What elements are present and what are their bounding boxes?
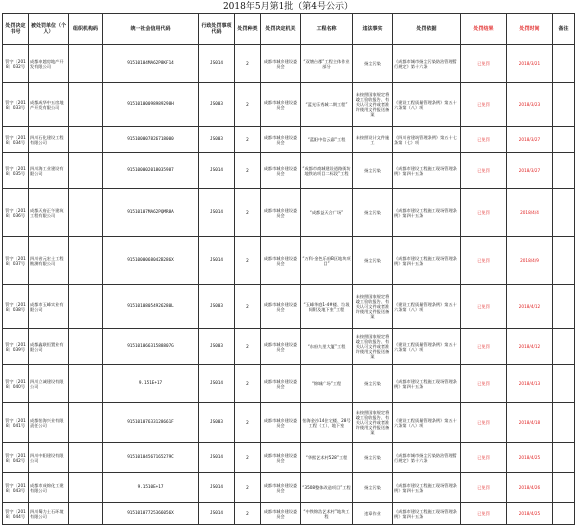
cell-note [553, 237, 575, 285]
table-row [3, 443, 575, 473]
cell-date: 2018/4/12 [507, 285, 553, 329]
cell-agency: 成都市城乡建设委员会 [261, 329, 301, 365]
cell-result: 已免罚 [461, 189, 507, 237]
cell-kind: 2 [235, 285, 261, 329]
cell-agency: 成都市城乡建设委员会 [261, 443, 301, 473]
cell-basis: 《成都市建设工程施工现场管理条例》第四十五条 [393, 365, 461, 403]
cell-credit-code: 91510100098989298H [103, 83, 199, 127]
cell-fact: 未按照国家规定将竣工验收报告、有关认可文件或者准许使用文件报送备案 [353, 83, 393, 127]
cell-date: 2018/3/23 [507, 83, 553, 127]
cell-result: 已免罚 [461, 473, 507, 503]
cell-kind: 2 [235, 45, 261, 83]
cell-decision-no: 罚字〔2018〕034号 [3, 127, 29, 153]
cell-credit-code: 915100002018035987 [103, 153, 199, 189]
cell-unit: 四川立诚建设有限公司 [29, 365, 69, 403]
cell-basis: 《成都市建设工程施工现场管理条例》第四十五条 [393, 189, 461, 237]
cell-org-code [69, 285, 103, 329]
cell-org-code [69, 237, 103, 285]
cell-agency: 成都市城乡建设委员会 [261, 189, 301, 237]
cell-result: 已免罚 [461, 365, 507, 403]
cell-kind: 2 [235, 237, 261, 285]
cell-credit-code: 91510107725366056X [103, 503, 199, 525]
cell-agency: 成都市城乡建设委员会 [261, 473, 301, 503]
cell-note [553, 403, 575, 443]
cell-fact: 扬尘污染 [353, 473, 393, 503]
cell-note [553, 503, 575, 525]
cell-basis: 《成都市建设工程施工现场管理条例》第四十五条 [393, 153, 461, 189]
cell-result: 已免罚 [461, 83, 507, 127]
header-project: 工程名称 [301, 14, 353, 45]
table-row [3, 153, 575, 189]
cell-fact: 扬尘污染 [353, 365, 393, 403]
cell-item-code: JS014 [199, 365, 235, 403]
cell-note [553, 473, 575, 503]
header-kind: 处罚种类 [235, 14, 261, 45]
cell-basis: 《建设工程质量管理条例》第五十六条第（八）项 [393, 83, 461, 127]
cell-kind: 2 [235, 503, 261, 525]
cell-kind: 2 [235, 127, 261, 153]
cell-item-code: JS014 [199, 473, 235, 503]
cell-result: 已免罚 [461, 329, 507, 365]
cell-agency: 成都市城乡建设委员会 [261, 127, 301, 153]
cell-date: 2018/4/25 [507, 443, 553, 473]
cell-date: 2018/4/18 [507, 403, 553, 443]
cell-note [553, 83, 575, 127]
header-org-code: 组织机构码 [69, 14, 103, 45]
cell-result: 已免罚 [461, 45, 507, 83]
table-body [3, 45, 575, 525]
cell-unit: 成都成华中五房地产开发有限公司 [29, 83, 69, 127]
cell-decision-no: 罚字〔2018〕042号 [3, 443, 29, 473]
cell-note [553, 365, 575, 403]
cell-org-code [69, 443, 103, 473]
cell-agency: 成都市城乡建设委员会 [261, 403, 301, 443]
cell-item-code: JS014 [199, 237, 235, 285]
cell-result: 已免罚 [461, 285, 507, 329]
cell-kind: 2 [235, 153, 261, 189]
table-row [3, 285, 575, 329]
cell-decision-no: 罚字〔2018〕035号 [3, 153, 29, 189]
cell-decision-no: 罚字〔2018〕038号 [3, 285, 29, 329]
cell-unit: 四川石化建设工程有限公司 [29, 127, 69, 153]
cell-decision-no: 罚字〔2018〕036号 [3, 189, 29, 237]
cell-agency: 成都市城乡建设委员会 [261, 45, 301, 83]
cell-date: 2018/4/26 [507, 473, 553, 503]
cell-unit: 四川省元宏土工程勘测有限公司 [29, 237, 69, 285]
cell-agency: 成都市城乡建设委员会 [261, 83, 301, 127]
cell-item-code: JS003 [199, 403, 235, 443]
header-agency: 处罚决定机关 [261, 14, 301, 45]
table-row [3, 473, 575, 503]
cell-basis: 《建设工程质量管理条例》第五十六条第（八）项 [393, 285, 461, 329]
cell-date: 2018/4/13 [507, 365, 553, 403]
table-row [3, 503, 575, 525]
cell-note [553, 127, 575, 153]
cell-agency: 成都市城乡建设委员会 [261, 503, 301, 525]
cell-item-code: JS003 [199, 127, 235, 153]
cell-unit: 成都鑫联恒置业有限公司 [29, 329, 69, 365]
cell-item-code: JS014 [199, 45, 235, 83]
cell-org-code [69, 365, 103, 403]
header-credit-code: 统一社会信用代码 [103, 14, 199, 45]
cell-result: 已免罚 [461, 237, 507, 285]
cell-kind: 2 [235, 83, 261, 127]
cell-unit: 四川蜀力土石环境有限公司 [29, 503, 69, 525]
cell-item-code: JS014 [199, 189, 235, 237]
cell-basis: 《成都市城市扬尘污染防治管理暂行规定》第十六条 [393, 443, 461, 473]
cell-kind: 2 [235, 403, 261, 443]
header-fact: 违法事实 [353, 14, 393, 45]
table-row [3, 127, 575, 153]
cell-basis: 《成都市城市扬尘污染防治管理暂行规定》第十六条 [393, 45, 461, 83]
cell-org-code [69, 153, 103, 189]
cell-agency: 成都市城乡建设委员会 [261, 237, 301, 285]
cell-unit: 四川海工业建设有限公司 [29, 153, 69, 189]
cell-kind: 2 [235, 473, 261, 503]
cell-project: “成都益天合广场” [301, 189, 353, 237]
cell-unit: 成都怡海兴业有限责任公司 [29, 403, 69, 443]
cell-basis: 《成都市建设工程施工现场管理条例》第四十五条 [393, 237, 461, 285]
cell-date: 2018/3/27 [507, 153, 553, 189]
cell-basis: 《建设工程质量管理条例》第五十六条第（八）项 [393, 329, 461, 365]
cell-org-code [69, 403, 103, 443]
cell-item-code: JS014 [199, 503, 235, 525]
cell-basis: 《成都市建设工程施工现场管理条例》第四十五条 [393, 473, 461, 503]
cell-org-code [69, 329, 103, 365]
cell-note [553, 285, 575, 329]
cell-project: “中铁锦浩艺术村”地块工程 [301, 503, 353, 525]
cell-project: 怡海金沙14住宅楼、28号工程（工）、地下室 [301, 403, 353, 443]
cell-credit-code: 91510107MA62PQMR8A [103, 189, 199, 237]
cell-decision-no: 罚字〔2018〕043号 [3, 473, 29, 503]
header-decision-no: 处罚决定书号 [3, 14, 29, 45]
cell-credit-code: 91510106631588807G [103, 329, 199, 365]
cell-result: 已免罚 [461, 403, 507, 443]
cell-fact: 扬尘污染 [353, 153, 393, 189]
cell-result: 已免罚 [461, 503, 507, 525]
cell-item-code: JS014 [199, 443, 235, 473]
table-row [3, 83, 575, 127]
cell-date: 2018/3/21 [507, 45, 553, 83]
header-note: 备注 [553, 14, 575, 45]
table-row [3, 365, 575, 403]
cell-item-code: JS003 [199, 285, 235, 329]
cell-fact: 扬尘污染 [353, 443, 393, 473]
cell-item-code: JS003 [199, 329, 235, 365]
cell-project: “华熙艺术村528”工程 [301, 443, 353, 473]
cell-agency: 成都市城乡建设委员会 [261, 153, 301, 189]
cell-unit: 成都申越房地产开发有限公司 [29, 45, 69, 83]
cell-org-code [69, 83, 103, 127]
cell-date: 2018/4/12 [507, 329, 553, 365]
cell-project: “东府九里大厦”工程 [301, 329, 353, 365]
cell-fact: 未按照国家规定将竣工验收报告、有关认可文件或者准许使用文件报送备案 [353, 329, 393, 365]
cell-note [553, 153, 575, 189]
cell-result: 已免罚 [461, 127, 507, 153]
cell-fact: 扬尘污染 [353, 237, 393, 285]
cell-project: “锦城广场”工程 [301, 365, 353, 403]
cell-unit: 成都天府正午建筑工程有限公司 [29, 189, 69, 237]
cell-credit-code: 915100007826718000 [103, 127, 199, 153]
cell-decision-no: 罚字〔2018〕044号 [3, 503, 29, 525]
cell-decision-no: 罚字〔2018〕041号 [3, 403, 29, 443]
cell-agency: 成都市城乡建设委员会 [261, 365, 301, 403]
cell-org-code [69, 473, 103, 503]
cell-project: “成都市商城建设道路街坊地铁站项目二标段”工程 [301, 153, 353, 189]
cell-date: 2018/4/4 [507, 189, 553, 237]
penalty-table [2, 13, 575, 525]
cell-item-code: JS014 [199, 153, 235, 189]
cell-date: 2018/3/27 [507, 127, 553, 153]
cell-kind: 2 [235, 443, 261, 473]
cell-result: 已免罚 [461, 443, 507, 473]
cell-fact: 违章作业 [353, 503, 393, 525]
cell-project: “蓝光乐秀城二期工程” [301, 83, 353, 127]
cell-credit-code: 91510107633128661F [103, 403, 199, 443]
cell-note [553, 329, 575, 365]
cell-decision-no: 罚字〔2018〕039号 [3, 329, 29, 365]
cell-decision-no: 罚字〔2018〕032号 [3, 45, 29, 83]
cell-decision-no: 罚字〔2018〕040号 [3, 365, 29, 403]
cell-agency: 成都市城乡建设委员会 [261, 285, 301, 329]
cell-note [553, 443, 575, 473]
cell-project: “万科·金色乐府B区地块项目” [301, 237, 353, 285]
cell-kind: 2 [235, 329, 261, 365]
header-unit: 被处罚单位（个人） [29, 14, 69, 45]
table-row [3, 329, 575, 365]
cell-decision-no: 罚字〔2018〕033号 [3, 83, 29, 127]
cell-org-code [69, 127, 103, 153]
header-result: 处罚结果 [461, 14, 507, 45]
table-row [3, 237, 575, 285]
cell-credit-code: 91510108054926280L [103, 285, 199, 329]
cell-org-code [69, 503, 103, 525]
cell-fact: 未按照国家规定将竣工验收报告、有关认可文件或者准许使用文件报送备案 [353, 403, 393, 443]
table-row [3, 45, 575, 83]
cell-project: “蓝阳中信云邸”工程 [301, 127, 353, 153]
cell-fact: 扬尘污染 [353, 45, 393, 83]
cell-fact: 未按照设计文件施工 [353, 127, 393, 153]
table-header-row [3, 14, 575, 45]
table-row [3, 403, 575, 443]
cell-date: 2018/4/9 [507, 237, 553, 285]
cell-credit-code: 91510104MA62P8KF14 [103, 45, 199, 83]
cell-credit-code: 91510104567165279C [103, 443, 199, 473]
cell-project: “玉峰华庭1-4#楼、垃圾间附及地下室”工程 [301, 285, 353, 329]
cell-basis: 《成都市建设工程施工现场管理条例》第四十五条 [393, 503, 461, 525]
cell-basis: 《建设工程质量管理条例》第五十六条第（八）项 [393, 403, 461, 443]
cell-credit-code: 9.1510E+17 [103, 473, 199, 503]
cell-fact: 未按照国家规定将竣工验收报告、有关认可文件或者准许使用文件报送备案 [353, 285, 393, 329]
cell-unit: 四川中阳建设有限公司 [29, 443, 69, 473]
cell-note [553, 189, 575, 237]
header-date: 处罚时间 [507, 14, 553, 45]
cell-unit: 成都市玉峰实业有限公司 [29, 285, 69, 329]
cell-kind: 2 [235, 189, 261, 237]
table-row [3, 189, 575, 237]
cell-basis: 《四川省建筑管理条例》第五十七条第（七）项 [393, 127, 461, 153]
header-basis: 处罚依据 [393, 14, 461, 45]
cell-credit-code: 9151000068042B286X [103, 237, 199, 285]
cell-credit-code: 9.151E+17 [103, 365, 199, 403]
cell-item-code: JS003 [199, 83, 235, 127]
cell-kind: 2 [235, 365, 261, 403]
cell-fact: 扬尘污染 [353, 189, 393, 237]
cell-unit: 成都市成绵化工建有限公司 [29, 473, 69, 503]
page-title: 2018年5月第1批（第4号公示） [222, 2, 354, 12]
cell-org-code [69, 45, 103, 83]
cell-org-code [69, 189, 103, 237]
cell-result: 已免罚 [461, 153, 507, 189]
cell-date: 2018/4/25 [507, 503, 553, 525]
cell-project: “双塘台郡”工程主体作业部分 [301, 45, 353, 83]
header-item-code: 行政处罚事项代码 [199, 14, 235, 45]
cell-decision-no: 罚字〔2018〕037号 [3, 237, 29, 285]
cell-note [553, 45, 575, 83]
cell-project: “3508整体改造项目”工程 [301, 473, 353, 503]
